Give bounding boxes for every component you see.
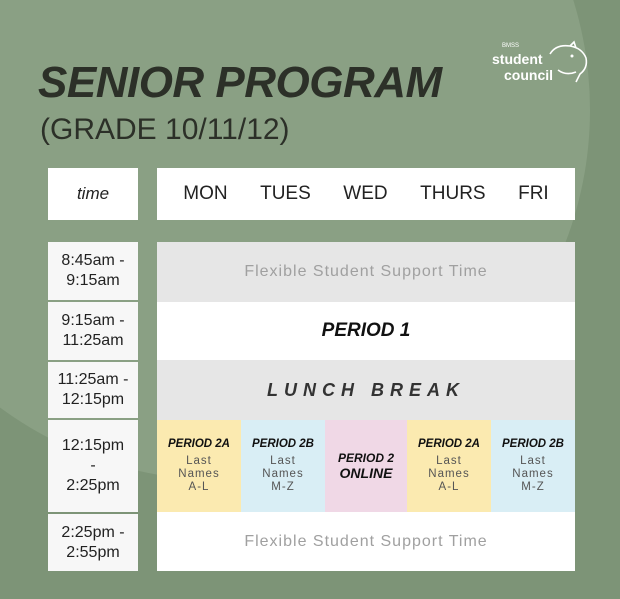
time-slot-4 — [48, 420, 138, 512]
student-council-logo — [482, 40, 592, 86]
flex-support-row-morning — [157, 242, 575, 302]
period-title: PERIOD 2A — [168, 437, 230, 450]
day-fri: FRI — [518, 183, 549, 204]
day-wed: WED — [343, 183, 388, 204]
period-title: PERIOD 2A — [418, 437, 480, 450]
logo-line-2: council — [504, 67, 554, 83]
period-2-mon — [157, 420, 241, 512]
period-2-thurs — [407, 420, 491, 512]
lunch-label: LUNCH BREAK — [267, 379, 465, 400]
page-subtitle: (GRADE 10/11/12) — [40, 113, 290, 146]
period-names: Last Names A-L — [428, 454, 470, 494]
day-thurs: THURS — [420, 183, 486, 204]
time-start: 2:25pm - — [61, 523, 125, 541]
period-names: Last Names M-Z — [512, 454, 554, 494]
time-start: 9:15am - — [61, 312, 125, 329]
period-1-label: PERIOD 1 — [321, 320, 411, 341]
period-names: Last Names A-L — [178, 454, 220, 494]
period-2-tues — [241, 420, 325, 512]
period-title: PERIOD 2B — [252, 437, 314, 450]
period-2-wed — [325, 420, 407, 512]
days-header — [157, 168, 575, 220]
time-end: 2:25pm — [66, 477, 120, 494]
time-start: 8:45am - — [61, 252, 125, 269]
lunch-row — [157, 360, 575, 420]
flex-support-label: Flexible Student Support Time — [244, 532, 488, 550]
day-tues: TUES — [260, 183, 311, 204]
period-title: PERIOD 2 — [337, 450, 394, 465]
period-1-row — [157, 302, 575, 360]
day-mon: MON — [183, 183, 228, 204]
period-title: PERIOD 2B — [502, 437, 564, 450]
logo-small-text: BMSS — [502, 43, 520, 49]
time-start: 12:15pm — [61, 437, 125, 454]
time-start: 11:25am - — [57, 371, 129, 388]
time-slot-5 — [48, 514, 138, 571]
time-end: 12:15pm — [61, 391, 125, 408]
time-slot-1 — [48, 242, 138, 300]
period-2-fri — [491, 420, 575, 512]
time-dash: - — [90, 457, 96, 474]
flex-support-label: Flexible Student Support Time — [244, 263, 488, 280]
flex-support-row-afternoon — [157, 512, 575, 571]
cougar-mascot-icon — [546, 40, 590, 86]
time-end: 2:55pm — [66, 543, 120, 561]
period-online-label: ONLINE — [339, 465, 393, 482]
time-slot-3 — [48, 362, 138, 418]
logo-line-1: student — [492, 51, 543, 67]
page-title: SENIOR PROGRAM — [38, 58, 442, 107]
time-end: 11:25am — [62, 332, 124, 349]
time-slot-2 — [48, 302, 138, 360]
time-end: 9:15am — [66, 272, 120, 289]
period-names: Last Names M-Z — [262, 454, 304, 494]
time-column-header: time — [48, 168, 138, 220]
